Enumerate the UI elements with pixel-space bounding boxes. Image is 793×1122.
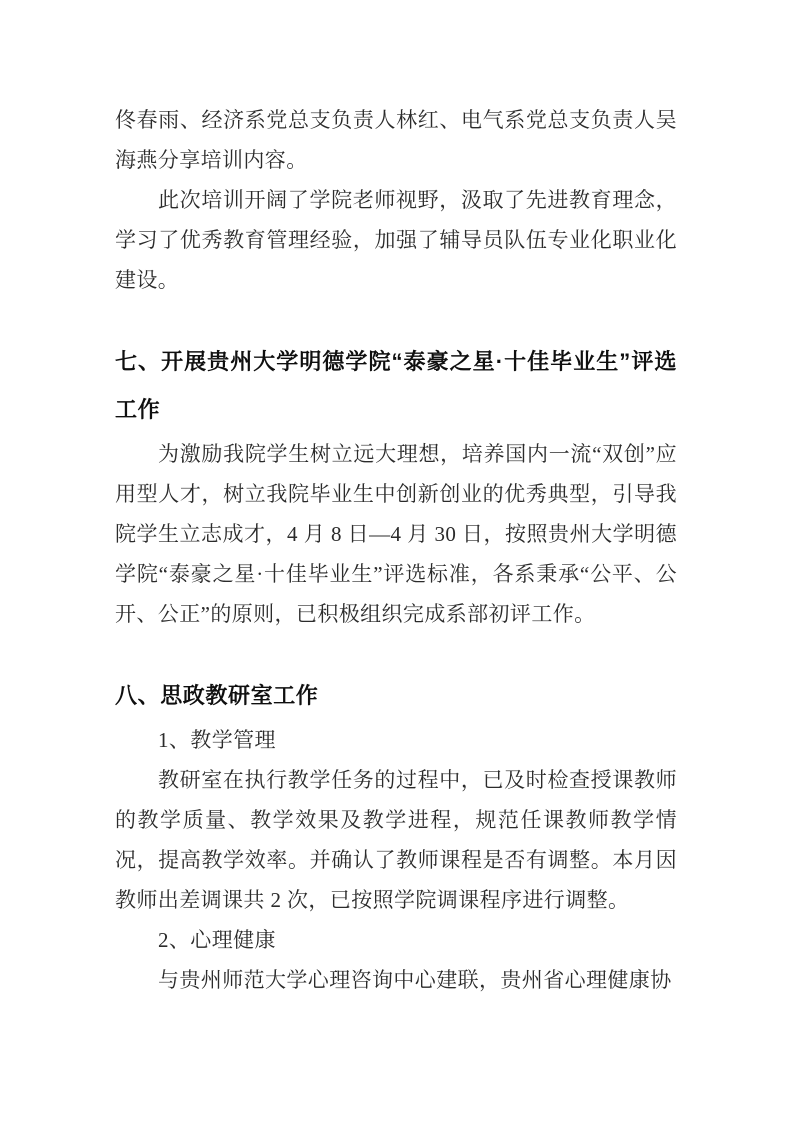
heading-section-8-ideological-political-teaching-office: 八、思政教研室工作 <box>115 683 319 708</box>
subheading-1-teaching-management: 1、教学管理 <box>158 728 276 752</box>
paragraph-training-speakers-continuation: 佟春雨、经济系党总支负责人林红、电气系党总支负责人吴海燕分享培训内容。 <box>115 108 677 172</box>
paragraph-training-outcome: 此次培训开阔了学院老师视野，汲取了先进教育理念，学习了优秀教育管理经验，加强了辅导员队伍专业化职业化建设。 <box>115 188 677 292</box>
heading-section-7-tenstar-graduate-selection: 七、开展贵州大学明德学院“泰豪之星·十佳毕业生”评选工作 <box>115 349 677 422</box>
paragraph-mental-health-continuation: 与贵州师范大学心理咨询中心建联，贵州省心理健康协 <box>158 968 672 992</box>
subheading-2-mental-health: 2、心理健康 <box>158 928 276 952</box>
paragraph-tenstar-selection-details: 为激励我院学生树立远大理想，培养国内一流“双创”应用型人才，树立我院毕业生中创新创业的优秀典型，引导我院学生立志成才，4 月 8 日—4 月 30 日，按照贵州大学明德学院“泰豪之星·十佳毕业生”评选标准，各系秉承“公平、公开、公正”的原则，已积极组织完成系部初评工作。 <box>115 442 677 626</box>
paragraph-teaching-management-details: 教研室在执行教学任务的过程中，已及时检查授课教师的教学质量、教学效果及教学进程，规范任课教师教学情况，提高教学效率。并确认了教师课程是否有调整。本月因教师出差调课共 2 次，已按照学院调课程序进行调整。 <box>115 768 677 912</box>
